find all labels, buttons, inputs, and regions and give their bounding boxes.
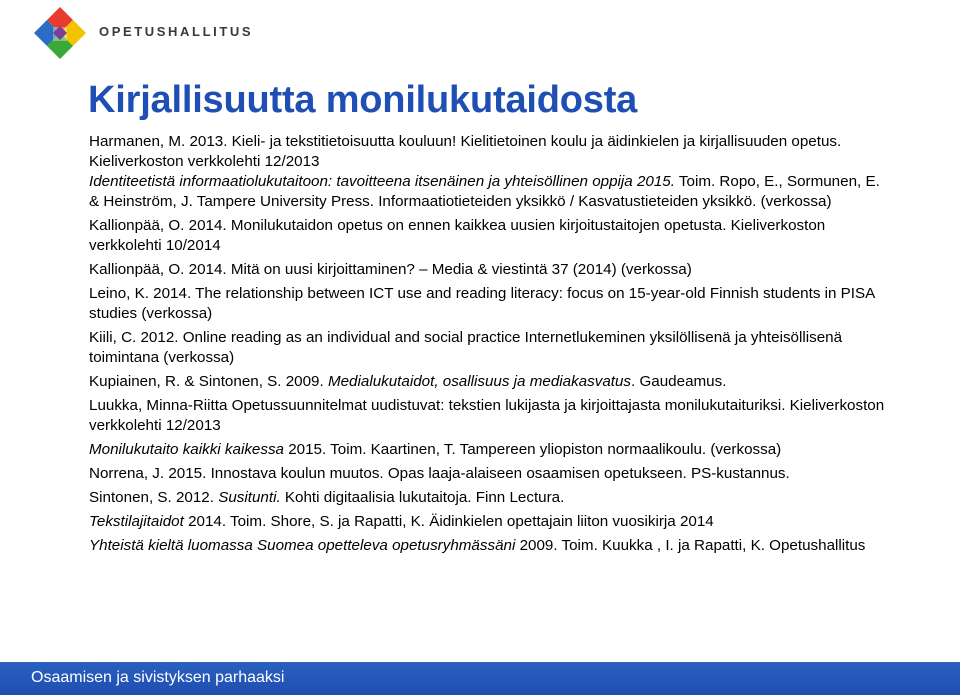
reference-list (89, 132, 889, 560)
reference-item (89, 440, 889, 460)
logo-wordmark: OPETUSHALLITUS (99, 24, 254, 39)
reference-item (89, 284, 889, 324)
reference-item (89, 512, 889, 532)
reference-item (89, 260, 889, 280)
footer-slogan: Osaamisen ja sivistyksen parhaaksi (31, 669, 285, 686)
reference-text: Kiili, C. 2012. Online reading as an individual and social practice Internetlukeminen yksilöllisenä ja yhteisöllisenä toimintana (verkossa) (89, 329, 843, 366)
reference-item (89, 464, 889, 484)
reference-item (89, 172, 889, 212)
reference-title-italic: Identiteetistä informaatiolukutaitoon: tavoitteena itsenäinen ja yhteisöllinen oppija 2015. (89, 173, 675, 190)
reference-item (89, 396, 889, 436)
reference-text: 2014. Toim. Shore, S. ja Rapatti, K. Äidinkielen opettajain liiton vuosikirja 2014 (183, 513, 714, 530)
reference-text: Kallionpää, O. 2014. Mitä on uusi kirjoittaminen? – Media & viestintä 37 (2014) (verkossa) (89, 261, 692, 278)
reference-item (89, 216, 889, 256)
reference-item (89, 488, 889, 508)
reference-text: Harmanen, M. 2013. Kieli- ja tekstitietoisuutta kouluun! Kielitietoinen koulu ja äidinkielen ja kirjallisuuden opetus. Kieliverkoston verkkolehti 12/2013 (89, 133, 842, 170)
reference-item (89, 536, 889, 556)
reference-text: Luukka, Minna-Riitta Opetussuunnitelmat uudistuvat: tekstien lukijasta ja kirjoittajasta monilukutaituriksi. Kieliverkoston verkkolehti 12/2013 (89, 397, 885, 434)
reference-item (89, 328, 889, 368)
page-title: Kirjallisuutta monilukutaidosta (88, 79, 638, 121)
footer-bar (0, 662, 960, 695)
reference-text: Norrena, J. 2015. Innostava koulun muutos. Opas laaja-alaiseen osaamisen opetukseen. PS-kustannus. (89, 465, 790, 482)
reference-item (89, 372, 889, 392)
reference-text: Kupiainen, R. & Sintonen, S. 2009. (89, 373, 328, 390)
reference-title-italic: Tekstilajitaidot (89, 513, 184, 530)
reference-text: . Gaudeamus. (631, 373, 727, 390)
reference-title-italic: Monilukutaito kaikki kaikessa (89, 441, 284, 458)
reference-text: Toim. Ropo, E., Sormunen, E. & Heinström, J. Tampere University Press. Informaatiotieteiden yksikkö / Kasvatustieteiden yksikkö. (verkossa) (89, 173, 880, 210)
reference-text: 2015. Toim. Kaartinen, T. Tampereen yliopiston normaalikoulu. (verkossa) (284, 441, 782, 458)
reference-text: Kohti digitaalisia lukutaitoja. Finn Lectura. (280, 489, 565, 506)
reference-text: Kallionpää, O. 2014. Monilukutaidon opetus on ennen kaikkea uusien kirjoitustaitojen opetusta. Kieliverkoston verkkolehti 10/2014 (89, 217, 826, 254)
reference-text: Sintonen, S. 2012. (89, 489, 219, 506)
opetushallitus-logo-icon (31, 5, 89, 63)
reference-title-italic: Susitunti. (218, 489, 281, 506)
reference-title-italic: Medialukutaidot, osallisuus ja mediakasvatus (327, 373, 632, 390)
reference-text: Leino, K. 2014. The relationship between ICT use and reading literacy: focus on 15-year-old Finnish students in PISA studies (verkossa) (89, 285, 875, 322)
reference-item (89, 132, 889, 172)
reference-title-italic: Yhteistä kieltä luomassa Suomea opetteleva opetusryhmässäni (89, 537, 516, 554)
reference-text: 2009. Toim. Kuukka , I. ja Rapatti, K. Opetushallitus (515, 537, 866, 554)
